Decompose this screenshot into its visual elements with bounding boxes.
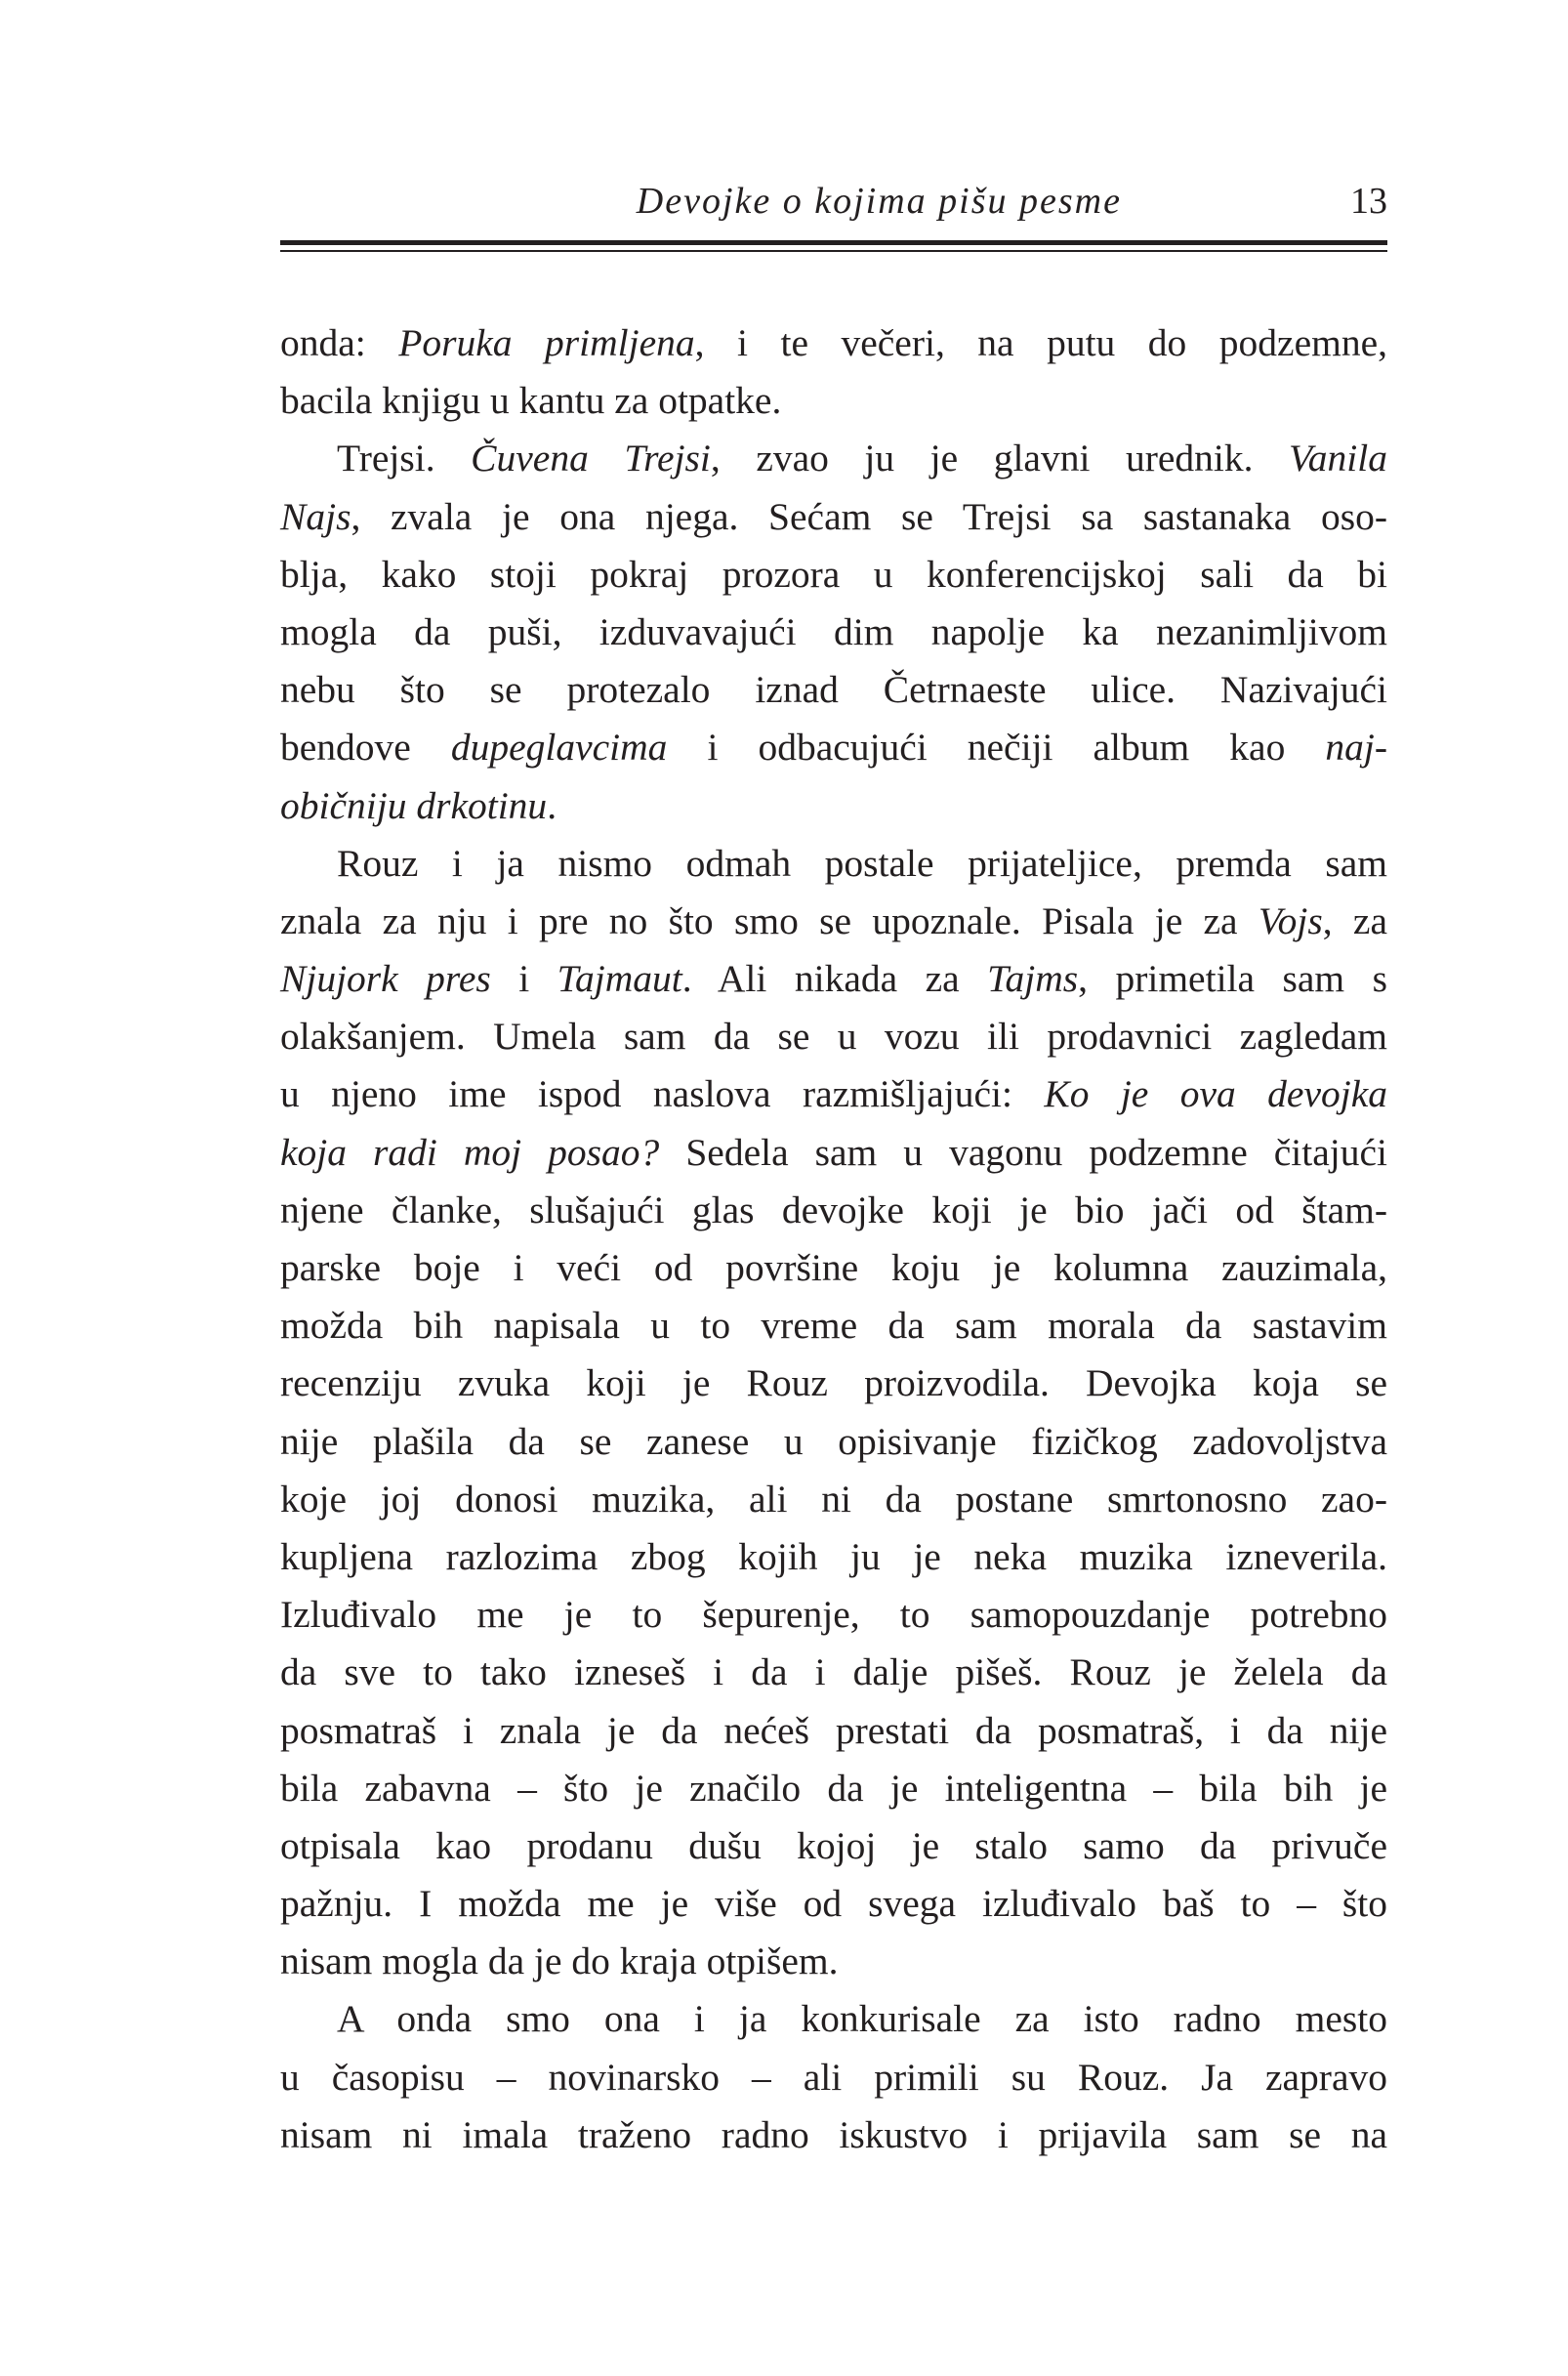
text-segment: možda bih napisala u to vreme da sam morala da sastavim [280, 1304, 1387, 1348]
italic-text: Vojs [1258, 898, 1323, 942]
text-segment: nebu što se protezalo iznad Četrnaeste ulice. Nazivajući [280, 668, 1387, 712]
text-segment: , zvao ju je glavni urednik. [710, 437, 1290, 480]
text-segment: da sve to tako izneseš i da i dalje pišeš. Rouz je želela da [280, 1650, 1387, 1694]
page-number: 13 [1350, 181, 1387, 222]
text-segment: recenziju zvuka koji je Rouz proizvodila. Devojka koja se [280, 1361, 1387, 1405]
italic-text: Vanila [1289, 437, 1387, 480]
text-line [280, 2049, 1387, 2106]
text-segment: Rouz i ja nismo odmah postale prijateljice, premda sam [337, 841, 1387, 885]
text-line [280, 314, 1387, 372]
text-segment: . Ali nikada za [681, 957, 988, 1001]
text-line [280, 661, 1387, 719]
text-segment: znala za nju i pre no što smo se upoznale. Pisala je za [280, 898, 1259, 942]
italic-text: Najs [280, 494, 351, 538]
text-line [280, 1990, 1387, 2048]
text-segment: otpisala kao prodanu dušu kojoj je stalo samo da privuče [280, 1823, 1387, 1867]
text-line [280, 777, 1387, 835]
text-segment: posmatraš i znala je da nećeš prestati da posmatraš, i da nije [280, 1708, 1387, 1752]
text-segment: parske boje i veći od površine koju je kolumna zauzimala, [280, 1246, 1387, 1289]
text-segment: i [490, 957, 557, 1001]
text-segment: , primetila sam s [1078, 957, 1387, 1001]
italic-text: običniju drkotinu [280, 783, 548, 827]
italic-text: Tajms [987, 957, 1079, 1001]
italic-text: Čuvena Trejsi [471, 437, 711, 480]
italic-text: Ko je ova devojka [1044, 1072, 1387, 1116]
text-segment: njene članke, slušajući glas devojke koji je bio jači od štam- [280, 1188, 1387, 1231]
text-line [280, 372, 1387, 430]
header-rule-thick [280, 240, 1387, 245]
text-segment: Trejsi. [337, 437, 472, 480]
text-line [280, 1065, 1387, 1123]
text-segment: , zvala je ona njega. Sećam se Trejsi sa sastanaka oso- [351, 494, 1387, 538]
text-line [280, 893, 1387, 950]
italic-text: Njujork pres [280, 957, 491, 1001]
text-line [280, 1355, 1387, 1412]
text-segment: kupljena razlozima zbog kojih ju je neka muzika izneverila. [280, 1534, 1387, 1578]
text-segment: i odbacujući nečiji album kao [667, 726, 1326, 770]
text-line [280, 1471, 1387, 1528]
text-segment: koje joj donosi muzika, ali ni da postane smrtonosno zao- [280, 1477, 1387, 1521]
text-line [280, 488, 1387, 546]
text-segment: nije plašila da se zanese u opisivanje fizičkog zadovoljstva [280, 1419, 1387, 1463]
text-segment: , za [1322, 898, 1387, 942]
text-segment: mogla da puši, izduvavajući dim napolje ka nezanimljivom [280, 609, 1387, 653]
text-segment: . [547, 783, 557, 827]
text-segment: , i te večeri, na putu do podzemne, [694, 321, 1387, 364]
text-line [280, 950, 1387, 1008]
text-segment: nisam mogla da je do kraja otpišem. [280, 1939, 839, 1983]
text-line [280, 1239, 1387, 1297]
text-line [280, 1875, 1387, 1933]
running-header [280, 174, 1387, 229]
text-segment: Izluđivalo me je to šepurenje, to samopouzdanje potrebno [280, 1593, 1387, 1637]
body-text [280, 314, 1387, 2164]
text-segment: A onda smo ona i ja konkurisale za isto radno mesto [337, 1997, 1387, 2041]
text-line [280, 1124, 1387, 1182]
text-segment: bendove [280, 726, 451, 770]
text-segment: bila zabavna – što je značilo da je inteligentna – bila bih je [280, 1766, 1387, 1810]
text-segment: onda: [280, 321, 399, 364]
text-line [280, 1644, 1387, 1701]
text-line [280, 1933, 1387, 1990]
text-line [280, 1702, 1387, 1760]
italic-text: koja radi moj posao? [280, 1130, 660, 1174]
italic-text: Tajmaut [557, 957, 682, 1001]
text-segment: u njeno ime ispod naslova razmišljajući: [280, 1072, 1045, 1116]
text-line [280, 1413, 1387, 1471]
header-rule-thin [280, 250, 1387, 252]
text-line [280, 2106, 1387, 2164]
text-line [280, 835, 1387, 893]
text-segment: u časopisu – novinarsko – ali primili su Rouz. Ja zapravo [280, 2055, 1387, 2099]
text-line [280, 1817, 1387, 1875]
text-line [280, 719, 1387, 776]
text-segment: olakšanjem. Umela sam da se u vozu ili prodavnici zagledam [280, 1015, 1387, 1059]
text-line [280, 1297, 1387, 1355]
text-line [280, 430, 1387, 487]
text-segment: pažnju. I možda me je više od svega izluđivalo baš to – što [280, 1882, 1387, 1926]
text-segment: blja, kako stoji pokraj prozora u konferencijskoj sali da bi [280, 552, 1387, 596]
italic-text: dupeglavcima [450, 726, 668, 770]
text-line [280, 1760, 1387, 1817]
text-segment: nisam ni imala traženo radno iskustvo i prijavila sam se na [280, 2112, 1387, 2156]
running-title: Devojke o kojima pišu pesme [636, 181, 1122, 222]
text-line [280, 1008, 1387, 1065]
text-line [280, 604, 1387, 661]
text-line [280, 1528, 1387, 1586]
italic-text: naj- [1325, 726, 1387, 770]
text-line [280, 1182, 1387, 1239]
text-line [280, 1586, 1387, 1644]
text-segment: bacila knjigu u kantu za otpatke. [280, 379, 782, 423]
book-page [280, 0, 1387, 2376]
text-line [280, 546, 1387, 604]
italic-text: Poruka primljena [398, 321, 695, 364]
text-segment: Sedela sam u vagonu podzemne čitajući [659, 1130, 1387, 1174]
